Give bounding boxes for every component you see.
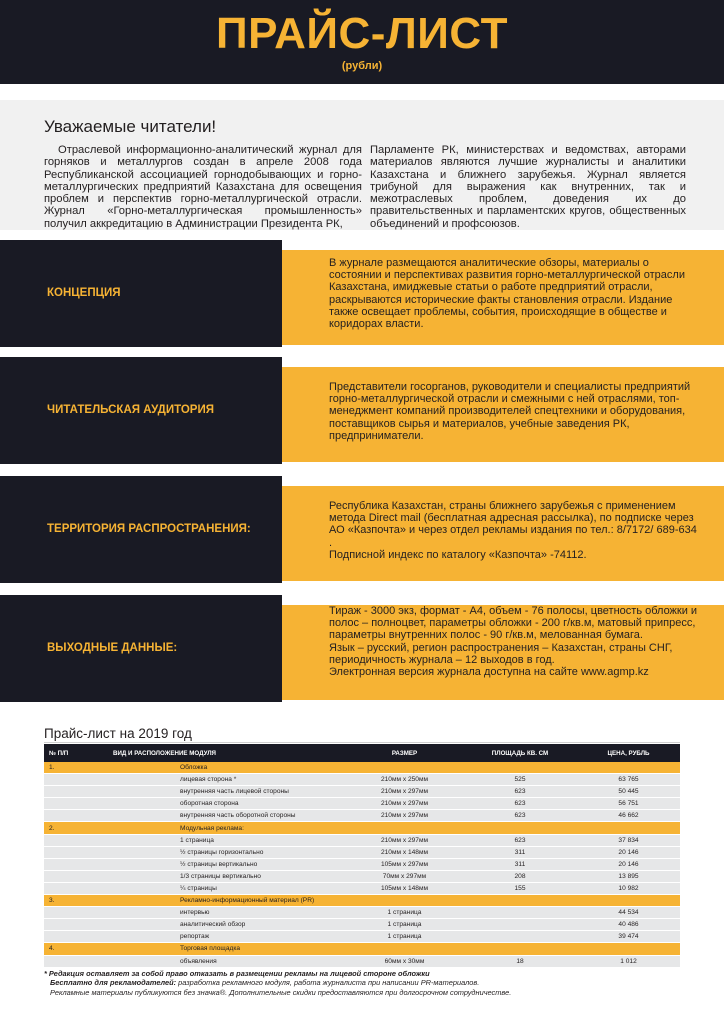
- greeting-heading: Уважаемые читатели!: [44, 117, 217, 136]
- cell-price: 40 486: [577, 919, 680, 931]
- cell-price: 13 895: [577, 870, 680, 882]
- table-row: [44, 774, 680, 786]
- section-concept-label: КОНЦЕПЦИЯ: [47, 287, 121, 299]
- section-territory-label: ТЕРРИТОРИЯ РАСПРОСТРАНЕНИЯ:: [47, 523, 251, 535]
- cell-price: 20 146: [577, 846, 680, 858]
- footnote-free-text: разработка рекламного модуля, работа журналиста при написании PR-материалов.: [176, 978, 480, 988]
- section-audience-text: Представители госорганов, руководители и специалисты предприятий горно-металлургической отрасли и смежными с ней отраслями, топ-менеджмент компаний производителей спецтехники и оборудования, поставщиков сырья и материалов, учебные заведения РК, предприниматели.: [329, 381, 691, 442]
- table-group-row: [44, 822, 680, 834]
- cell-size: 105мм x 297мм: [346, 858, 463, 870]
- table-header-row: [44, 744, 680, 762]
- cell-area: [463, 907, 577, 919]
- territory-paragraph: Республика Казахстан, страны ближнего зарубежья с применением метода Direct mail (бесплатная адресная рассылка), по подписке через АО «Казпочта» и через отдел рекламы издания по тел.: 8/7172/ 689-634 .: [329, 500, 697, 549]
- cell-area: 623: [463, 798, 577, 810]
- price-table: [44, 744, 680, 968]
- output-website: Электронная версия журнала доступна на сайте www.agmp.kz: [329, 666, 649, 679]
- cell-module: ½ страницы горизонтально: [108, 846, 346, 858]
- header-price: ЦЕНА, РУБЛЬ: [577, 744, 680, 762]
- cell-number: 4.: [44, 943, 108, 955]
- cell-module: внутренняя часть лицевой стороны: [108, 786, 346, 798]
- cell-module: интервью: [108, 907, 346, 919]
- cell-area: 525: [463, 774, 577, 786]
- cell-area: [463, 762, 577, 774]
- cell-size: 210мм x 297мм: [346, 810, 463, 822]
- cell-number: 3.: [44, 895, 108, 907]
- cell-price: 39 474: [577, 931, 680, 943]
- cell-price: 46 662: [577, 810, 680, 822]
- footnotes: [44, 969, 684, 997]
- cell-number: [44, 955, 108, 967]
- cell-module: Торговая площадка: [108, 943, 346, 955]
- cell-module: внутренняя часть оборотной стороны: [108, 810, 346, 822]
- table-row: [44, 858, 680, 870]
- cell-number: [44, 882, 108, 894]
- cell-size: 60мм x 30мм: [346, 955, 463, 967]
- page-subtitle: (рубли): [341, 60, 383, 72]
- cell-number: [44, 931, 108, 943]
- cell-price: 20 146: [577, 858, 680, 870]
- intro-text-left: Отраслевой информационно-аналитический журнал для горняков и металлургов создан в апреле 2008 года Республиканской ассоциацией горнодобывающих и горно-металлургических предприятий Казахстана для освещения проблем и перспектив горно-металлургической отрасли. Журнал «Горно-металлургическая промышленность» получил аккредитацию в Администрации Президента РК,: [44, 144, 362, 230]
- page-title: ПРАЙС-ЛИСТ: [216, 9, 508, 58]
- cell-module: ¼ страницы: [108, 882, 346, 894]
- cell-area: 208: [463, 870, 577, 882]
- divider: [44, 742, 680, 743]
- table-row: [44, 955, 680, 967]
- cell-price: [577, 895, 680, 907]
- table-row: [44, 919, 680, 931]
- table-row: [44, 882, 680, 894]
- cell-number: [44, 786, 108, 798]
- section-territory-text: [329, 500, 701, 561]
- section-concept-text: В журнале размещаются аналитические обзоры, материалы о состоянии и перспективах развития горно-металлургической отрасли Казахстана, имиджевые статьи о работе предприятий отрасли, раскрываются исторические факты становления отрасли. Издание также освещает проблемы, события, происходящие в обществе и коридорах власти.: [329, 257, 685, 331]
- section-output-label: ВЫХОДНЫЕ ДАННЫЕ:: [47, 642, 178, 654]
- cell-number: [44, 774, 108, 786]
- cell-module: оборотная сторона: [108, 798, 346, 810]
- cell-price: 10 982: [577, 882, 680, 894]
- section-output-text: [329, 605, 701, 678]
- cell-module: объявления: [108, 955, 346, 967]
- cell-number: [44, 810, 108, 822]
- output-language: Язык – русский, регион распространения – Казахстан, страны СНГ, периодичность журнала – 12 выходов в год.: [329, 641, 673, 666]
- cell-price: [577, 822, 680, 834]
- cell-size: 105мм x 148мм: [346, 882, 463, 894]
- cell-size: [346, 762, 463, 774]
- table-row: [44, 846, 680, 858]
- cell-module: репортаж: [108, 931, 346, 943]
- cell-area: 623: [463, 810, 577, 822]
- cell-price: [577, 943, 680, 955]
- table-row: [44, 798, 680, 810]
- cell-number: 1.: [44, 762, 108, 774]
- header-area: ПЛОЩАДЬ КВ. СМ: [463, 744, 577, 762]
- cell-size: 210мм x 297мм: [346, 834, 463, 846]
- output-specs: Тираж - 3000 экз, формат - А4, объем - 76 полосы, цветность обложки и полос – полноцвет, параметры обложки - 200 г/кв.м, матовый припресс, параметры внутренних полос - 90 г/кв.м, мелованная бумага.: [329, 605, 698, 642]
- table-row: [44, 810, 680, 822]
- cell-number: [44, 858, 108, 870]
- cell-area: 155: [463, 882, 577, 894]
- table-row: [44, 834, 680, 846]
- cell-area: 623: [463, 834, 577, 846]
- cell-size: [346, 895, 463, 907]
- cell-area: [463, 943, 577, 955]
- table-group-row: [44, 943, 680, 955]
- cell-price: 63 765: [577, 774, 680, 786]
- table-row: [44, 907, 680, 919]
- section-audience-label: ЧИТАТЕЛЬСКАЯ АУДИТОРИЯ: [47, 404, 214, 416]
- subscription-index: Подписной индекс по каталогу «Казпочта» -74112.: [329, 548, 587, 561]
- cell-size: 210мм x 297мм: [346, 798, 463, 810]
- cell-number: [44, 907, 108, 919]
- cell-module: Рекламно-информационный материал (PR): [108, 895, 346, 907]
- cell-area: 623: [463, 786, 577, 798]
- header-module: ВИД И РАСПОЛОЖЕНИЕ МОДУЛЯ: [108, 744, 346, 762]
- cell-module: ½ страницы вертикально: [108, 858, 346, 870]
- header-number: № П/П: [44, 744, 108, 762]
- cell-module: Обложка: [108, 762, 346, 774]
- cell-price: 56 751: [577, 798, 680, 810]
- cell-size: 1 страница: [346, 931, 463, 943]
- cell-price: 50 445: [577, 786, 680, 798]
- cell-module: Модульная реклама:: [108, 822, 346, 834]
- cell-number: [44, 798, 108, 810]
- cell-price: 44 534: [577, 907, 680, 919]
- cell-module: лицевая сторона *: [108, 774, 346, 786]
- table-row: [44, 786, 680, 798]
- cell-size: 70мм x 297мм: [346, 870, 463, 882]
- cell-number: [44, 846, 108, 858]
- cell-size: [346, 943, 463, 955]
- cell-module: 1/3 страницы вертикально: [108, 870, 346, 882]
- cell-area: [463, 895, 577, 907]
- footnote-free-services: [44, 978, 684, 987]
- cell-size: 210мм x 148мм: [346, 846, 463, 858]
- price-list-title: Прайс-лист на 2019 год: [44, 726, 192, 741]
- cell-module: аналитический обзор: [108, 919, 346, 931]
- intro-text-right: Парламенте РК, министерствах и ведомствах, авторами материалов являются лучшие журналисты и аналитики Казахстана и ближнего зарубежья. Журнал является трибуной для выражения как внутренних, так и межотраслевых проблем, доведения их до правительственных и парламентских кругов, общественных объединений и профсоюзов.: [370, 144, 686, 230]
- cell-area: 311: [463, 858, 577, 870]
- cell-module: 1 страница: [108, 834, 346, 846]
- cell-number: 2.: [44, 822, 108, 834]
- cell-area: [463, 919, 577, 931]
- cell-number: [44, 870, 108, 882]
- table-row: [44, 931, 680, 943]
- cell-size: 210мм x 250мм: [346, 774, 463, 786]
- cell-price: [577, 762, 680, 774]
- footnote-free-label: Бесплатно для рекламодателей:: [50, 978, 177, 988]
- cell-area: [463, 822, 577, 834]
- table-group-row: [44, 762, 680, 774]
- table-body: [44, 762, 680, 967]
- footnote-cover-right: * Редакция оставляет за собой право отказать в размещении рекламы на лицевой стороне обложки: [44, 969, 430, 978]
- table-row: [44, 870, 680, 882]
- cell-price: 1 012: [577, 955, 680, 967]
- cell-area: 18: [463, 955, 577, 967]
- cell-size: [346, 822, 463, 834]
- footnote-discounts: Рекламные материалы публикуются без значка®. Дополнительные скидки предоставляются при долгосрочном сотрудничестве.: [50, 987, 512, 997]
- cell-area: 311: [463, 846, 577, 858]
- cell-price: 37 834: [577, 834, 680, 846]
- cell-size: 1 страница: [346, 907, 463, 919]
- cell-area: [463, 931, 577, 943]
- cell-number: [44, 919, 108, 931]
- cell-size: 1 страница: [346, 919, 463, 931]
- cell-number: [44, 834, 108, 846]
- cell-size: 210мм x 297мм: [346, 786, 463, 798]
- header-size: РАЗМЕР: [346, 744, 463, 762]
- table-group-row: [44, 895, 680, 907]
